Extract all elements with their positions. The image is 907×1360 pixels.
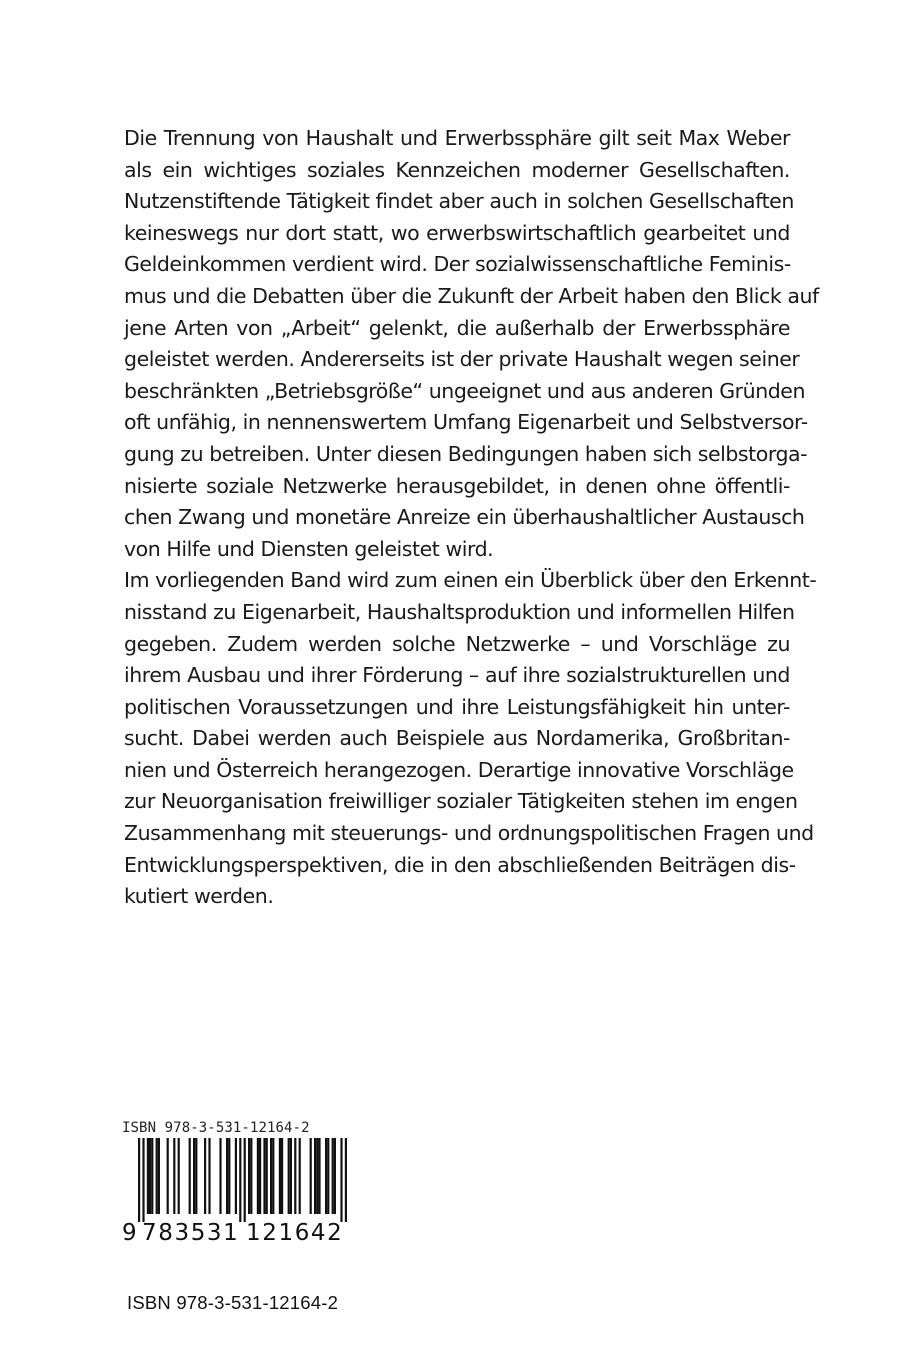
barcode-bar bbox=[250, 1138, 252, 1214]
blurb-line: oft unfähig, in nennenswertem Umfang Eigenarbeit und Selbstversor- bbox=[124, 410, 808, 435]
blurb-line: kutiert werden. bbox=[124, 884, 274, 909]
barcode-bar bbox=[270, 1138, 272, 1214]
blurb-line: nisierte soziale Netzwerke herausgebildet, in denen ohne öffentli- bbox=[124, 473, 790, 498]
blurb-line: Im vorliegenden Band wird zum einen ein Überblick über den Erkennt- bbox=[124, 568, 817, 593]
barcode-bar bbox=[272, 1138, 274, 1214]
blurb-line: sucht. Dabei werden auch Beispiele aus Nordamerika, Großbritan- bbox=[124, 726, 790, 751]
barcode-bar bbox=[259, 1138, 261, 1214]
blurb-line: Entwicklungsperspektiven, die in den abschließenden Beiträgen dis- bbox=[124, 852, 796, 877]
barcode-bar bbox=[290, 1138, 292, 1214]
blurb-line: Geldeinkommen verdient wird. Der sozialwissenschaftliche Feminis- bbox=[124, 252, 791, 277]
barcode-bar bbox=[314, 1138, 316, 1214]
isbn-text: ISBN 978-3-531-12164-2 bbox=[127, 1292, 339, 1313]
blurb-paragraph-2 bbox=[124, 565, 817, 913]
barcode-bar bbox=[147, 1138, 149, 1214]
blurb-line: nien und Österreich herangezogen. Derartige innovative Vorschläge bbox=[124, 757, 794, 782]
barcode-bar bbox=[193, 1138, 195, 1214]
barcode-bar bbox=[178, 1138, 180, 1214]
blurb-line: ihrem Ausbau und ihrer Förderung – auf ihre sozialstrukturellen und bbox=[124, 663, 790, 688]
blurb-text bbox=[124, 123, 819, 913]
barcode-bar bbox=[248, 1138, 250, 1214]
barcode-bar bbox=[345, 1138, 347, 1222]
barcode-bar bbox=[334, 1138, 336, 1214]
barcode-bar bbox=[151, 1138, 153, 1214]
barcode-bar bbox=[266, 1138, 268, 1214]
barcode-bar bbox=[149, 1138, 151, 1214]
blurb-line: jene Arten von „Arbeit“ gelenkt, die außerhalb der Erwerbssphäre bbox=[124, 315, 790, 340]
blurb-line: zur Neuorganisation freiwilliger sozialer Tätigkeiten stehen im engen bbox=[124, 789, 798, 814]
barcode-bar bbox=[226, 1138, 228, 1214]
blurb-line: Die Trennung von Haushalt und Erwerbssphäre gilt seit Max Weber bbox=[124, 126, 790, 150]
barcode-first-digit: 9 bbox=[122, 1220, 137, 1246]
blurb-line: geleistet werden. Andererseits ist der private Haushalt wegen seiner bbox=[124, 347, 800, 372]
barcode-bar bbox=[316, 1138, 318, 1214]
barcode-bar bbox=[219, 1138, 221, 1214]
barcode-bar bbox=[310, 1138, 312, 1214]
blurb-line: nisstand zu Eigenarbeit, Haushaltsproduktion und informellen Hilfen bbox=[124, 599, 795, 624]
barcode-bar bbox=[204, 1138, 206, 1214]
barcode-bar bbox=[327, 1138, 329, 1214]
barcode-bar bbox=[257, 1138, 259, 1214]
barcode-bar bbox=[288, 1138, 290, 1214]
barcode-bar bbox=[294, 1138, 296, 1214]
barcode-bar bbox=[281, 1138, 283, 1214]
barcode-bar bbox=[340, 1138, 342, 1222]
barcode-bar bbox=[279, 1138, 281, 1214]
blurb-line: gegeben. Zudem werden solche Netzwerke – und Vorschläge zu bbox=[124, 631, 790, 656]
barcode-bar bbox=[235, 1138, 237, 1214]
barcode-bar bbox=[195, 1138, 197, 1214]
blurb-line: chen Zwang und monetäre Anreize ein überhaushaltlicher Austausch bbox=[124, 505, 805, 530]
blurb-line: Zusammenhang mit steuerungs- und ordnungspolitischen Fragen und bbox=[124, 821, 814, 846]
blurb-paragraph-1 bbox=[124, 123, 819, 565]
barcode-left-digits: 783531 bbox=[142, 1220, 240, 1246]
barcode-bar bbox=[189, 1138, 191, 1214]
blurb-line: von Hilfe und Diensten geleistet wird. bbox=[124, 536, 494, 561]
barcode-bar bbox=[228, 1138, 230, 1214]
blurb-line: politischen Voraussetzungen und ihre Leistungsfähigkeit hin unter- bbox=[124, 694, 790, 719]
barcode-bar bbox=[158, 1138, 160, 1214]
barcode-bar bbox=[263, 1138, 265, 1214]
barcode-bar bbox=[325, 1138, 327, 1214]
barcode-bar bbox=[173, 1138, 175, 1214]
barcode-bar bbox=[239, 1138, 241, 1222]
blurb-line: Nutzenstiftende Tätigkeit findet aber auch in solchen Gesellschaften bbox=[124, 189, 794, 214]
blurb-line: keineswegs nur dort statt, wo erwerbswirtschaftlich gearbeitet und bbox=[124, 220, 790, 245]
barcode-bar bbox=[332, 1138, 334, 1214]
barcode-bar bbox=[299, 1138, 301, 1214]
barcode-isbn-label: ISBN 978-3-531-12164-2 bbox=[122, 1120, 310, 1136]
blurb-line: beschränkten „Betriebsgröße“ ungeeignet und aus anderen Gründen bbox=[124, 378, 806, 403]
barcode-bar bbox=[244, 1138, 246, 1222]
barcode-right-digits: 121642 bbox=[246, 1220, 344, 1246]
barcode-bar bbox=[156, 1138, 158, 1214]
barcode-bar bbox=[208, 1138, 210, 1214]
barcode-bar bbox=[318, 1138, 320, 1214]
blurb-line: als ein wichtiges soziales Kennzeichen moderner Gesellschaften. bbox=[124, 157, 790, 182]
barcode-bar bbox=[138, 1138, 140, 1222]
barcode-bar bbox=[142, 1138, 144, 1222]
blurb-line: mus und die Debatten über die Zukunft der Arbeit haben den Blick auf bbox=[124, 283, 819, 308]
barcode-bar bbox=[167, 1138, 169, 1214]
barcode-bars bbox=[120, 1138, 356, 1222]
blurb-line: gung zu betreiben. Unter diesen Bedingungen haben sich selbstorga- bbox=[124, 441, 808, 466]
